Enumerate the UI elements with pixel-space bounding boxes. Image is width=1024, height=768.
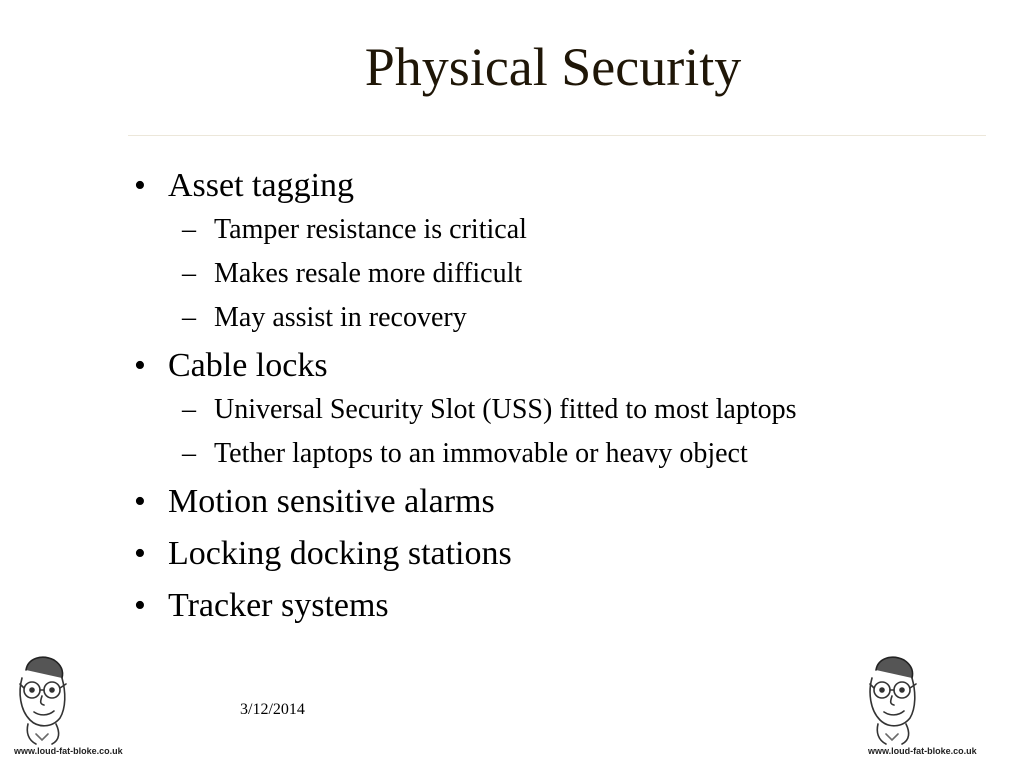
bullet-marker: •: [134, 535, 146, 572]
bullet-item: [128, 164, 1008, 336]
logo-left: [4, 648, 134, 760]
bullet-label: Cable locks: [168, 347, 328, 384]
bullet-list: [128, 164, 1008, 636]
slide-title: Physical Security: [364, 37, 742, 97]
sub-bullet-item: [168, 300, 1008, 336]
sub-bullet-marker: –: [182, 258, 196, 289]
logo-url: www.loud-fat-bloke.co.uk: [868, 746, 977, 756]
sub-bullet-item: [168, 256, 1008, 292]
logo-url: www.loud-fat-bloke.co.uk: [14, 746, 123, 756]
sub-bullet-list: [168, 392, 1008, 472]
bullet-marker: •: [134, 483, 146, 520]
sub-bullet-item: [168, 392, 1008, 428]
logo-right: [854, 648, 984, 760]
sub-bullet-marker: –: [182, 214, 196, 245]
bullet-item: [128, 584, 1008, 628]
sub-bullet-marker: –: [182, 394, 196, 425]
bullet-item: [128, 480, 1008, 524]
bullet-label: Asset tagging: [168, 167, 355, 204]
bullet-item: [128, 532, 1008, 576]
bullet-marker: •: [134, 347, 146, 384]
caricature-face-icon: [6, 648, 78, 746]
bullet-label: Tracker systems: [168, 587, 389, 624]
sub-bullet-label: Tether laptops to an immovable or heavy object: [214, 438, 748, 469]
sub-bullet-list: [168, 212, 1008, 336]
sub-bullet-item: [168, 436, 1008, 472]
sub-bullet-item: [168, 212, 1008, 248]
sub-bullet-label: Universal Security Slot (USS) fitted to most laptops: [214, 394, 797, 425]
caricature-face-icon: [856, 648, 928, 746]
sub-bullet-marker: –: [182, 438, 196, 469]
title-divider: [128, 135, 986, 136]
bullet-label: Motion sensitive alarms: [168, 483, 495, 520]
sub-bullet-label: Makes resale more difficult: [214, 258, 523, 289]
sub-bullet-label: May assist in recovery: [214, 302, 467, 333]
sub-bullet-label: Tamper resistance is critical: [214, 214, 527, 245]
bullet-marker: •: [134, 167, 146, 204]
sub-bullet-marker: –: [182, 302, 196, 333]
slide-date: 3/12/2014: [240, 701, 305, 718]
bullet-marker: •: [134, 587, 146, 624]
bullet-item: [128, 344, 1008, 472]
bullet-label: Locking docking stations: [168, 535, 512, 572]
